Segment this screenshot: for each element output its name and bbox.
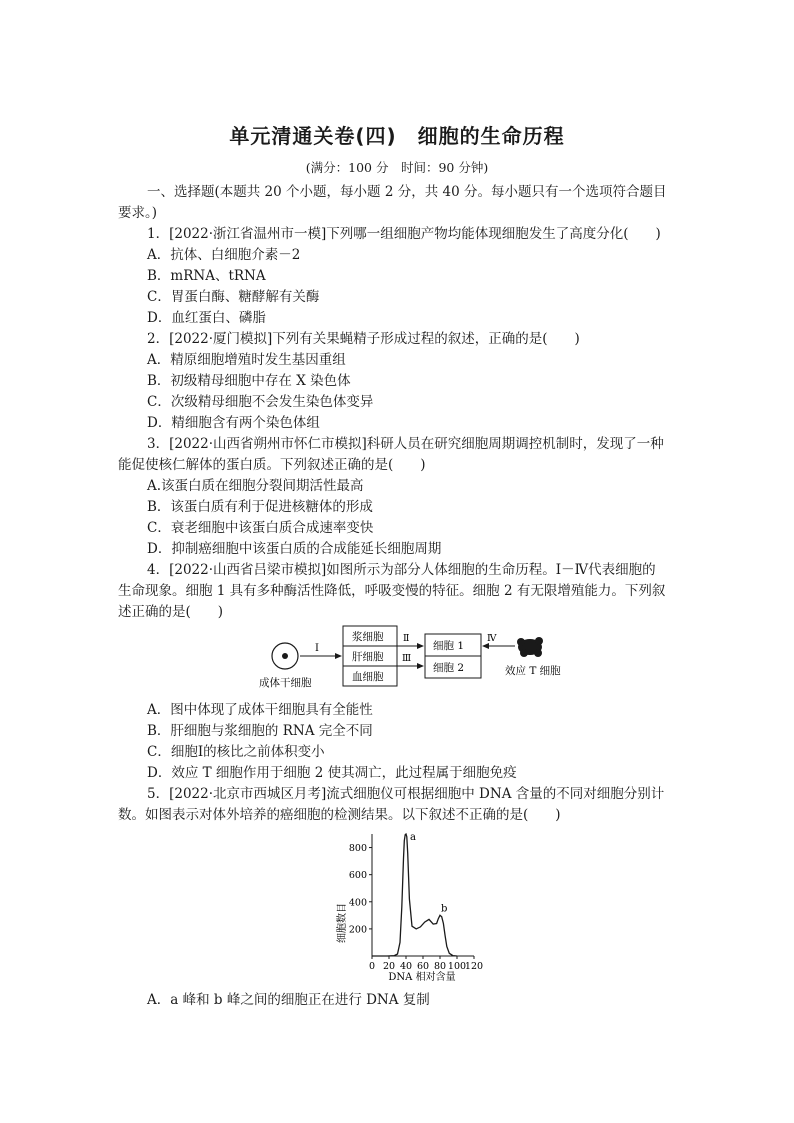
q3-option-c: C．衰老细胞中该蛋白质合成速率变快 xyxy=(147,520,374,536)
q4-stem: 4．[2022·山西省吕梁市模拟]如图所示为部分人体细胞的生命历程。Ⅰ－Ⅳ代表细胞的 xyxy=(147,562,656,578)
cell-type-liver: 肝细胞 xyxy=(352,651,384,663)
q4-stem-cont2: 述正确的是( ) xyxy=(118,604,224,620)
t-cell-label: 效应 T 细胞 xyxy=(505,665,561,677)
q2-option-d: D．精细胞含有两个染色体组 xyxy=(147,415,320,431)
q2-option-b: B．初级精母细胞中存在 X 染色体 xyxy=(147,373,351,389)
q2-option-a: A．精原细胞增殖时发生基因重组 xyxy=(147,352,346,368)
q1-option-b: B．mRNA、tRNA xyxy=(147,268,266,284)
q1-option-c: C．胃蛋白酶、糖酵解有关酶 xyxy=(147,289,320,305)
q5-stem: 5．[2022·北京市西城区月考]流式细胞仪可根据细胞中 DNA 含量的不同对细胞分别计 xyxy=(147,786,665,802)
x-tick-label: 80 xyxy=(433,961,447,972)
page-title: 单元清通关卷(四) 细胞的生命历程 xyxy=(229,124,565,148)
q3-option-b: B．该蛋白质有利于促进核糖体的形成 xyxy=(147,499,373,515)
y-tick-label: 200 xyxy=(348,924,367,936)
q2-option-c: C．次级精母细胞不会发生染色体变异 xyxy=(147,394,374,410)
cell-life-history-diagram xyxy=(255,622,595,694)
q4-option-b: B．肝细胞与浆细胞的 RNA 完全不同 xyxy=(147,723,373,739)
x-tick-label: 0 xyxy=(368,961,376,972)
cell-2-label: 细胞 2 xyxy=(433,662,465,674)
x-tick-label: 60 xyxy=(416,961,430,972)
q3-stem: 3．[2022·山西省朔州市怀仁市模拟]科研人员在研究细胞周期调控机制时，发现了一种 xyxy=(147,436,664,452)
q4-option-a: A．图中体现了成体干细胞具有全能性 xyxy=(147,702,373,718)
q1-option-a: A．抗体、白细胞介素－2 xyxy=(147,247,301,263)
arrow-iv-label: Ⅳ xyxy=(487,633,497,644)
q3-option-a: A.该蛋白质在细胞分裂间期活性最高 xyxy=(147,478,364,494)
arrow-i-label: Ⅰ xyxy=(315,643,319,654)
dna-content-chart xyxy=(330,826,490,986)
x-tick-label: 20 xyxy=(382,961,396,972)
q3-option-d: D．抑制癌细胞中该蛋白质的合成能延长细胞周期 xyxy=(147,541,442,557)
q4-stem-cont: 生命现象。细胞 1 具有多种酶活性降低，呼吸变慢的特征。细胞 2 有无限增殖能力。下列叙 xyxy=(118,583,666,599)
y-tick-label: 800 xyxy=(348,843,367,855)
series-line xyxy=(372,834,457,956)
peak-b-label: b xyxy=(441,903,448,915)
q1-option-d: D．血红蛋白、磷脂 xyxy=(147,310,266,326)
cell-1-label: 细胞 1 xyxy=(433,640,465,652)
stem-cell-label: 成体干细胞 xyxy=(259,677,312,689)
q3-stem-cont: 能促使核仁解体的蛋白质。下列叙述正确的是( ) xyxy=(118,457,426,473)
exam-info: (满分：100 分 时间：90 分钟) xyxy=(305,160,489,175)
q5-option-a: A．a 峰和 b 峰之间的细胞正在进行 DNA 复制 xyxy=(147,992,430,1008)
q4-option-c: C．细胞Ⅰ的核比之前体积变小 xyxy=(147,744,325,760)
q4-option-d: D．效应 T 细胞作用于细胞 2 使其凋亡，此过程属于细胞免疫 xyxy=(147,765,517,781)
q2-stem: 2．[2022·厦门模拟]下列有关果蝇精子形成过程的叙述，正确的是( ) xyxy=(147,331,580,347)
peak-a-label: a xyxy=(410,832,416,843)
chart-ylabel: 细胞数目 xyxy=(337,903,348,943)
section-heading-cont: 要求。) xyxy=(118,205,158,221)
y-tick-label: 600 xyxy=(348,870,367,882)
cell-type-blood: 血细胞 xyxy=(352,671,384,683)
arrow-ii-label: Ⅱ xyxy=(403,633,410,644)
arrow-iii-label: Ⅲ xyxy=(402,653,412,664)
t-cell-icon xyxy=(517,637,543,657)
section-heading: 一、选择题(本题共 20 个小题，每小题 2 分，共 40 分。每小题只有一个选项符合题目 xyxy=(147,184,667,200)
q1-stem: 1．[2022·浙江省温州市一模]下列哪一组细胞产物均能体现细胞发生了高度分化( ) xyxy=(147,226,661,242)
cell-type-plasma: 浆细胞 xyxy=(352,631,384,643)
chart-xlabel: DNA 相对含量 xyxy=(388,972,456,983)
x-tick-label: 100 xyxy=(447,961,467,972)
x-tick-label: 40 xyxy=(399,961,413,972)
y-tick-label: 400 xyxy=(348,897,367,909)
q5-stem-cont: 数。如图表示对体外培养的癌细胞的检测结果。以下叙述不正确的是( ) xyxy=(118,807,561,823)
x-tick-label: 120 xyxy=(464,961,484,972)
